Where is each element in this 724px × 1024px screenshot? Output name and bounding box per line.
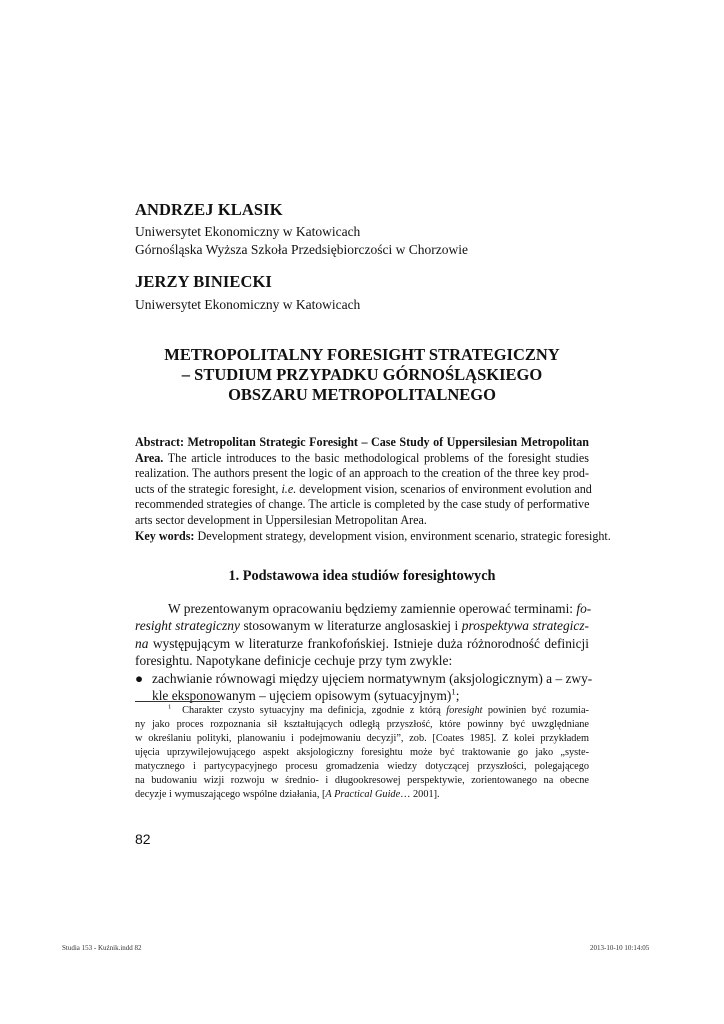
bullet-icon: ● [135, 670, 144, 686]
section-heading: 1. Podstawowa idea studiów foresightowych [228, 568, 496, 584]
abstract-line [135, 481, 592, 498]
footnote-line: w określaniu polityki, planowaniu i podejmowaniu decyzji”, zob. [Coates 1985]. Z kolei przykładem [135, 733, 589, 744]
abstract-line: realization. The authors present the logic of an approach to the creation of the three key prod- [135, 466, 589, 481]
abstract-line: recommended strategies of change. The article is completed by the case study of performative [135, 497, 590, 512]
abstract-label-cont: Area. [135, 450, 164, 465]
bullet-text [152, 670, 592, 705]
footnote-text: … 2001]. [400, 789, 440, 800]
body-line: foresightu. Napotykane definicje cechuje przy tym zwykle: [135, 653, 453, 669]
footnote [135, 704, 589, 802]
footnote-line: ny jako proces rozpoznania sił kształtujących odległą przyszłość, które powinny być uwzględniane [135, 719, 589, 730]
body-text [135, 600, 593, 704]
title-line: OBSZARU METROPOLITALNEGO [228, 385, 496, 404]
body-italic: fo- [576, 601, 592, 616]
body-text-span: występującym w literaturze frankofońskiej. Istnieje duża różnorodność definicji [152, 635, 589, 651]
author-name-2: JERZY BINIECKI [135, 272, 272, 291]
body-text-span: ; [455, 688, 460, 704]
abstract-line [135, 451, 589, 467]
author-affiliation-1b: Górnośląska Wyższa Szkoła Przedsiębiorczości w Chorzowie [135, 242, 468, 257]
body-italic: na [135, 635, 149, 651]
abstract-italic: i.e. [281, 481, 297, 496]
body-text-span: stosowanym w literaturze anglosaskiej i [243, 618, 459, 634]
footnote-text: Charakter czysto sytuacyjny ma definicja, zgodnie z którą [182, 705, 441, 716]
footnote-line: matycznego i partycypacyjnego procesu gromadzenia wiedzy dotyczącej przyszłości, polegającego [135, 761, 589, 772]
body-line: zachwianie równowagi między ujęciem normatywnym (aksjologicznym) a – zwy- [152, 670, 593, 686]
title-line: METROPOLITALNY FORESIGHT STRATEGICZNY [164, 345, 560, 364]
bullet-item [135, 670, 593, 705]
footnote-line [135, 704, 589, 718]
body-text-span: W prezentowanym opracowaniu będziemy zamiennie operować terminami: [168, 601, 574, 616]
paper-title [135, 345, 589, 405]
page-number: 82 [135, 831, 151, 847]
footnote-number: 1 [168, 703, 172, 711]
print-slug-right: 2013-10-10 10:14:05 [590, 944, 650, 952]
abstract-label: Abstract: Metropolitan Strategic Foresight – Case Study of Uppersilesian Metropolitan [135, 435, 589, 449]
title-line: – STUDIUM PRZYPADKU GÓRNOŚLĄSKIEGO [181, 365, 543, 384]
print-slug-left: Studia 153 - Kuźnik.indd 82 [62, 944, 142, 952]
body-line [135, 635, 589, 652]
keywords-text: Development strategy, development vision, environment scenario, strategic foresight. [197, 528, 611, 543]
footnote-line: ujęcia uprzywilejowującego aspekt aksjologiczny foresightu może być traktowanie go jako „syste- [135, 747, 589, 758]
footnote-italic: foresight [446, 705, 483, 716]
author-affiliation-1a: Uniwersytet Ekonomiczny w Katowicach [135, 224, 361, 239]
body-text-span: kle eksponowanym – ujęciem opisowym (sytuacyjnym) [152, 688, 452, 704]
abstract-text: development vision, scenarios of environment evolution and [299, 481, 592, 496]
abstract-line [135, 435, 589, 451]
footnote-text: decyzje i wymuszającego wspólne działania, [ [135, 789, 326, 800]
body-line [135, 617, 589, 634]
keywords-label: Key words: [135, 528, 195, 543]
footnote-divider [135, 701, 220, 702]
keywords-line [135, 528, 611, 545]
abstract [135, 435, 611, 544]
footnote-line [135, 788, 589, 802]
abstract-text: ucts of the strategic foresight, [135, 481, 279, 496]
body-italic: resight strategiczny [135, 618, 240, 634]
footnote-line: na budowaniu wizji rozwoju w średnio- i długookresowej perspektywie, zorientowanego na obecne [135, 775, 589, 786]
footnote-text: powinien być rozumia- [487, 705, 589, 716]
abstract-line: arts sector development in Uppersilesian Metropolitan Area. [135, 512, 427, 527]
footnote-italic: A Practical Guide [325, 789, 401, 800]
footnote-ref[interactable]: 1 [451, 686, 456, 697]
body-italic: prospektywa strategicz- [461, 618, 590, 634]
author-name-1: ANDRZEJ KLASIK [135, 200, 283, 219]
author-affiliation-2: Uniwersytet Ekonomiczny w Katowicach [135, 297, 361, 312]
body-line [135, 600, 592, 617]
abstract-text: The article introduces to the basic methodological problems of the foresight studies [167, 450, 589, 465]
